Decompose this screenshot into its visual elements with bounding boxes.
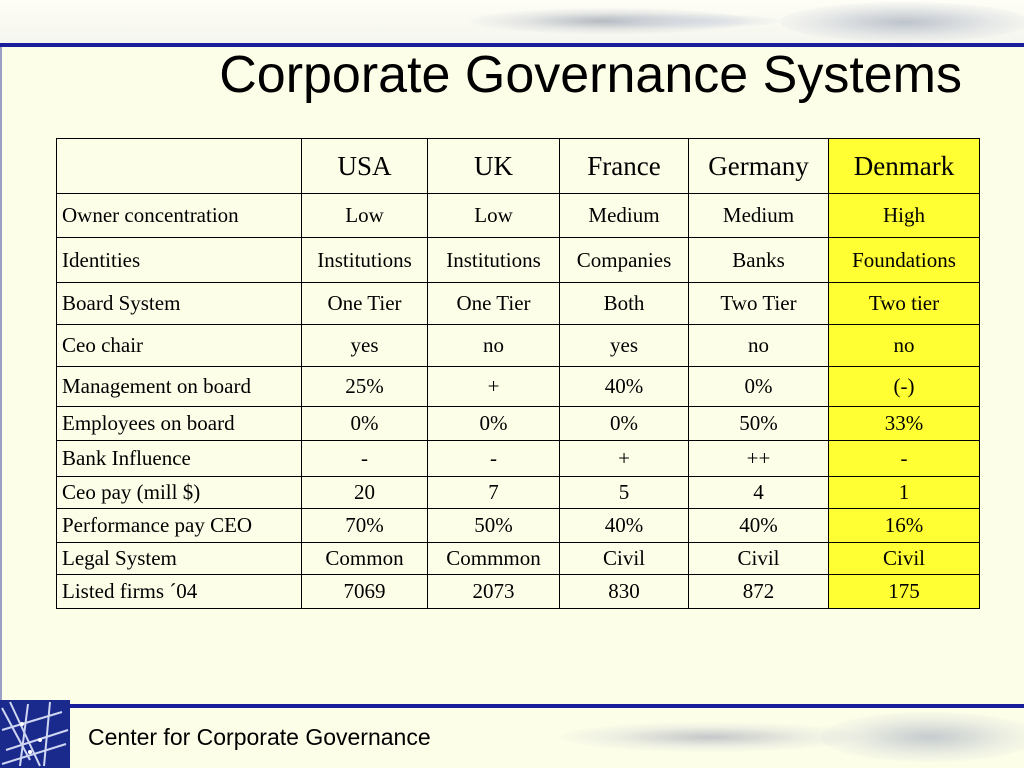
cell-denmark: 1 xyxy=(829,477,980,509)
cell-denmark: Two tier xyxy=(829,283,980,325)
column-header-uk: UK xyxy=(428,139,560,194)
table-row xyxy=(57,367,980,407)
cell-france: 5 xyxy=(560,477,689,509)
cell-usa: 70% xyxy=(302,509,428,543)
cell-france: 830 xyxy=(560,575,689,609)
cell-usa: - xyxy=(302,441,428,477)
row-label: Identities xyxy=(57,238,302,283)
cell-uk: 50% xyxy=(428,509,560,543)
cell-usa: 25% xyxy=(302,367,428,407)
governance-comparison-table xyxy=(56,138,980,609)
center-logo-icon xyxy=(0,700,70,768)
table-corner-cell xyxy=(57,139,302,194)
row-label: Employees on board xyxy=(57,407,302,441)
cell-france: Companies xyxy=(560,238,689,283)
cell-germany: 872 xyxy=(689,575,829,609)
cell-usa: Common xyxy=(302,543,428,575)
cell-uk: 0% xyxy=(428,407,560,441)
cell-france: Civil xyxy=(560,543,689,575)
row-label: Listed firms ´04 xyxy=(57,575,302,609)
cell-denmark: 16% xyxy=(829,509,980,543)
cell-denmark: (-) xyxy=(829,367,980,407)
top-band-highlight xyxy=(600,14,780,28)
network-logo-icon xyxy=(0,700,70,768)
cell-france: + xyxy=(560,441,689,477)
table-row xyxy=(57,238,980,283)
cell-denmark: Civil xyxy=(829,543,980,575)
column-header-france: France xyxy=(560,139,689,194)
cell-uk: Commmon xyxy=(428,543,560,575)
cell-uk: Institutions xyxy=(428,238,560,283)
cell-uk: Low xyxy=(428,194,560,238)
cell-usa: 20 xyxy=(302,477,428,509)
cell-france: Medium xyxy=(560,194,689,238)
cell-usa: Institutions xyxy=(302,238,428,283)
cell-usa: One Tier xyxy=(302,283,428,325)
row-label: Owner concentration xyxy=(57,194,302,238)
cell-france: 40% xyxy=(560,509,689,543)
top-decorative-band xyxy=(0,0,1024,46)
cell-germany: 50% xyxy=(689,407,829,441)
cell-germany: Two Tier xyxy=(689,283,829,325)
bottom-blue-rule xyxy=(0,704,1024,708)
table-header-row xyxy=(57,139,980,194)
cell-usa: yes xyxy=(302,325,428,367)
row-label: Management on board xyxy=(57,367,302,407)
row-label: Board System xyxy=(57,283,302,325)
cell-france: 40% xyxy=(560,367,689,407)
cell-germany: 40% xyxy=(689,509,829,543)
left-border-line xyxy=(0,47,2,707)
cell-uk: no xyxy=(428,325,560,367)
cell-germany: 4 xyxy=(689,477,829,509)
slide-title: Corporate Governance Systems xyxy=(219,46,962,104)
table-row xyxy=(57,441,980,477)
table-row xyxy=(57,325,980,367)
cell-germany: Medium xyxy=(689,194,829,238)
column-header-germany: Germany xyxy=(689,139,829,194)
row-label: Ceo pay (mill $) xyxy=(57,477,302,509)
top-band-shading-right xyxy=(780,2,1024,42)
cell-usa: Low xyxy=(302,194,428,238)
cell-france: Both xyxy=(560,283,689,325)
cell-france: yes xyxy=(560,325,689,367)
cell-uk: One Tier xyxy=(428,283,560,325)
row-label: Legal System xyxy=(57,543,302,575)
cell-denmark: High xyxy=(829,194,980,238)
cell-denmark: Foundations xyxy=(829,238,980,283)
row-label: Performance pay CEO xyxy=(57,509,302,543)
table-row xyxy=(57,509,980,543)
cell-germany: no xyxy=(689,325,829,367)
cell-denmark: 175 xyxy=(829,575,980,609)
table-row xyxy=(57,407,980,441)
cell-usa: 7069 xyxy=(302,575,428,609)
row-label: Bank Influence xyxy=(57,441,302,477)
table-body xyxy=(57,194,980,609)
cell-uk: - xyxy=(428,441,560,477)
cell-denmark: 33% xyxy=(829,407,980,441)
bottom-band-shading-right xyxy=(820,712,1024,762)
cell-denmark: - xyxy=(829,441,980,477)
cell-uk: 2073 xyxy=(428,575,560,609)
cell-usa: 0% xyxy=(302,407,428,441)
table-row xyxy=(57,283,980,325)
cell-uk: 7 xyxy=(428,477,560,509)
cell-germany: 0% xyxy=(689,367,829,407)
table-row xyxy=(57,543,980,575)
bottom-band-shading xyxy=(560,722,860,752)
column-header-denmark: Denmark xyxy=(829,139,980,194)
table-row xyxy=(57,194,980,238)
cell-germany: Banks xyxy=(689,238,829,283)
footer-organization-name: Center for Corporate Governance xyxy=(88,724,431,750)
cell-france: 0% xyxy=(560,407,689,441)
cell-germany: ++ xyxy=(689,441,829,477)
table-row xyxy=(57,575,980,609)
cell-germany: Civil xyxy=(689,543,829,575)
table-row xyxy=(57,477,980,509)
row-label: Ceo chair xyxy=(57,325,302,367)
cell-denmark: no xyxy=(829,325,980,367)
cell-uk: + xyxy=(428,367,560,407)
column-header-usa: USA xyxy=(302,139,428,194)
